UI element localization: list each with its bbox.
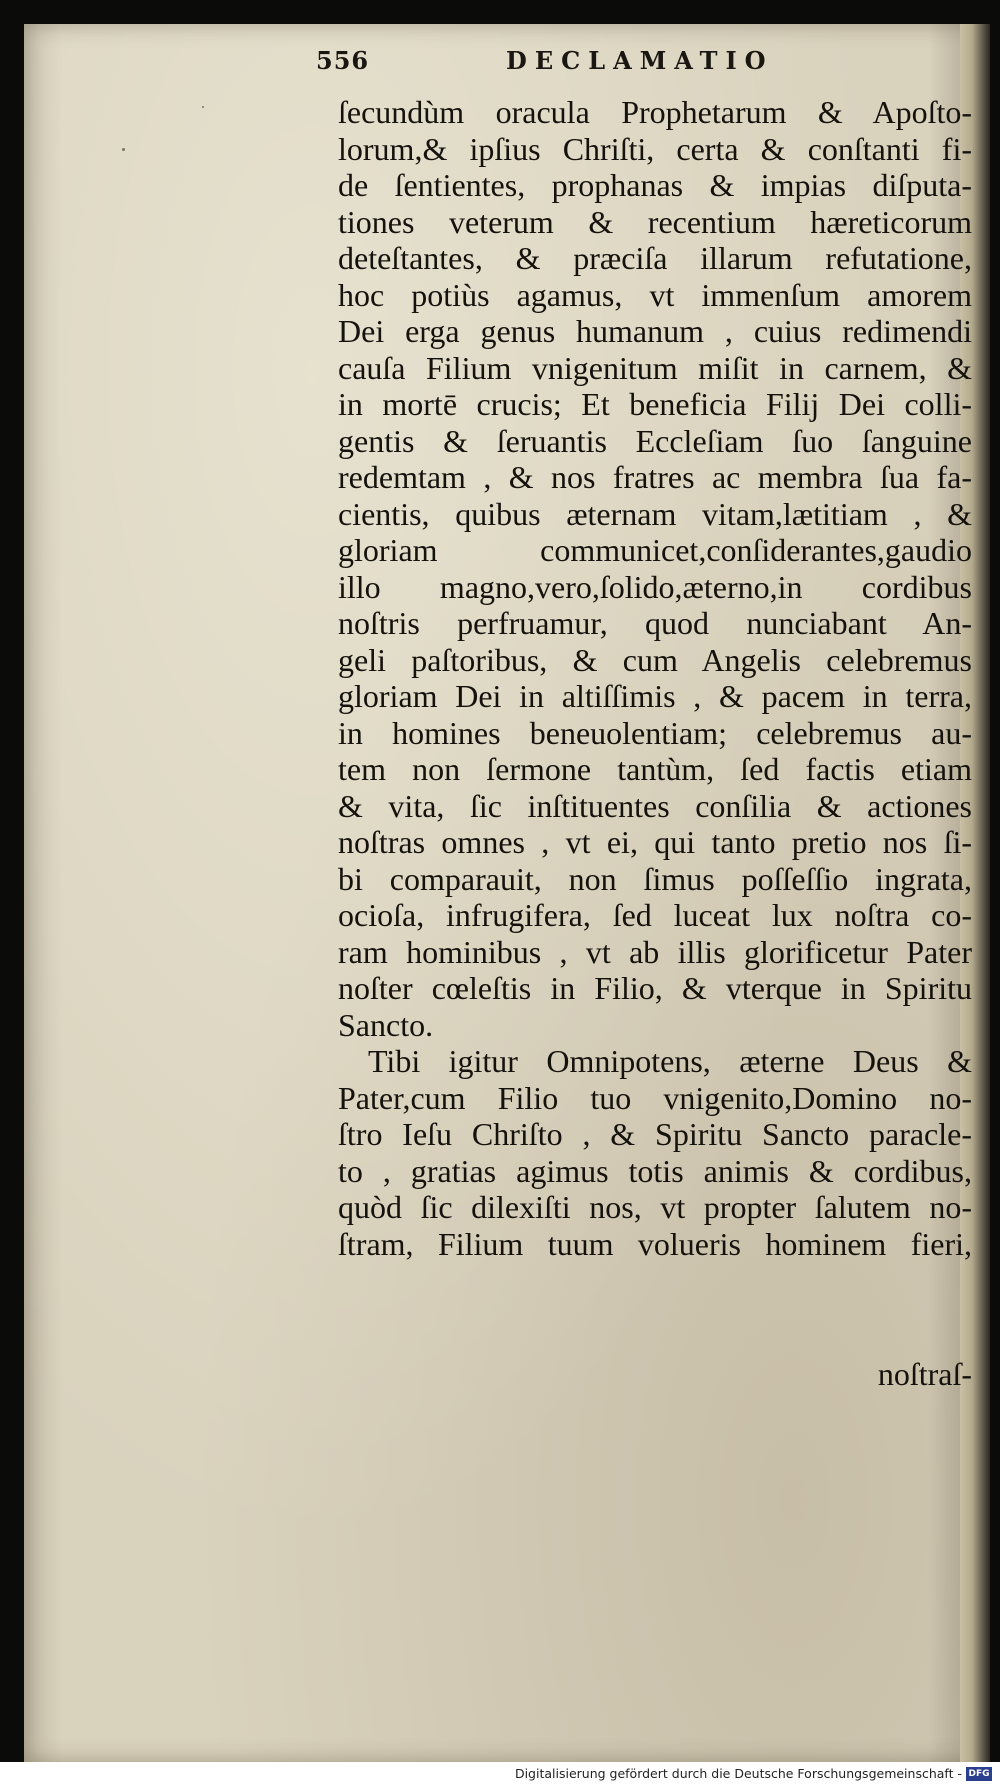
text-line: ſtro Ieſu Chriſto , & Spiritu Sancto paracle-: [338, 1116, 972, 1152]
text-line: noſtris perfruamur, quod nunciabant An-: [338, 605, 972, 641]
digitization-footer: [0, 1762, 1000, 1788]
text-line: hoc potiùs agamus, vt immenſum amorem: [338, 276, 972, 313]
text-line: tem non ſermone tantùm, ſed factis etiam: [338, 751, 972, 787]
text-line: gloriam Dei in altiſſimis , & pacem in terra,: [338, 678, 972, 714]
page-number: 556: [316, 46, 370, 75]
text-line: cauſa Filium vnigenitum miſit in carnem, &: [338, 349, 972, 386]
text-line: lorum,& ipſius Chriſti, certa & conſtanti fi-: [338, 130, 972, 167]
text-line: gloriam communicet,conſiderantes,gaudio: [338, 532, 972, 568]
text-line: ſecundùm oracula Prophetarum & Apoſto-: [338, 94, 972, 130]
text-line: ram hominibus , vt ab illis glorificetur Pater: [338, 933, 972, 970]
dfg-logo: DFG: [966, 1767, 992, 1781]
text-line: bi comparauit, non ſimus poſſeſſio ingrata,: [338, 860, 972, 897]
text-line: tiones veterum & recentium hæreticorum: [338, 203, 972, 240]
page-header: [316, 46, 956, 88]
ink-speck: [122, 148, 125, 151]
catchword: noſtraſ-: [877, 1356, 972, 1392]
text-line: deteſtantes, & præciſa illarum refutatione,: [338, 240, 972, 276]
funding-credit: Digitalisierung gefördert durch die Deutsche Forschungsgemeinschaft -: [514, 1766, 962, 1781]
text-line: Pater,cum Filio tuo vnigenito,Domino no-: [338, 1079, 972, 1116]
text-line: quòd ſic dilexiſti nos, vt propter ſalutem no-: [338, 1189, 972, 1225]
text-line: Sancto.: [338, 1006, 434, 1043]
text-line: de ſentientes, prophanas & impias diſputa-: [338, 167, 972, 203]
text-line: noſtras omnes , vt ei, qui tanto pretio nos ſi-: [338, 824, 972, 860]
text-line: geli paſtoribus, & cum Angelis celebremus: [338, 641, 972, 678]
text-line: in mortē crucis; Et beneficia Filij Dei colli-: [338, 386, 972, 422]
text-line: to , gratias agimus totis animis & cordibus,: [338, 1152, 972, 1189]
text-line: redemtam , & nos fratres ac membra ſua fa-: [338, 459, 972, 495]
text-line: Tibi igitur Omnipotens, æterne Deus &: [368, 1043, 972, 1079]
text-line: in homines beneuolentiam; celebremus au-: [338, 714, 972, 751]
text-line: & vita, ſic inſtituentes conſilia & actiones: [338, 787, 972, 824]
text-line: illo magno,vero,ſolido,æterno,in cordibus: [338, 568, 972, 605]
ink-speck: [202, 106, 204, 108]
text-line: gentis & ſeruantis Eccleſiam ſuo ſanguine: [338, 422, 972, 459]
text-line: cientis, quibus æternam vitam,lætitiam , &: [338, 495, 972, 532]
text-line: Dei erga genus humanum , cuius redimendi: [338, 313, 972, 349]
running-head: DECLAMATIO: [506, 46, 774, 75]
body-text: [338, 94, 972, 1262]
text-line: ſtram, Filium tuum volueris hominem fieri,: [338, 1225, 972, 1262]
text-line: noſter cœleſtis in Filio, & vterque in Spiritu: [338, 970, 972, 1006]
text-line: ocioſa, infrugifera, ſed luceat lux noſtra co-: [338, 897, 972, 933]
